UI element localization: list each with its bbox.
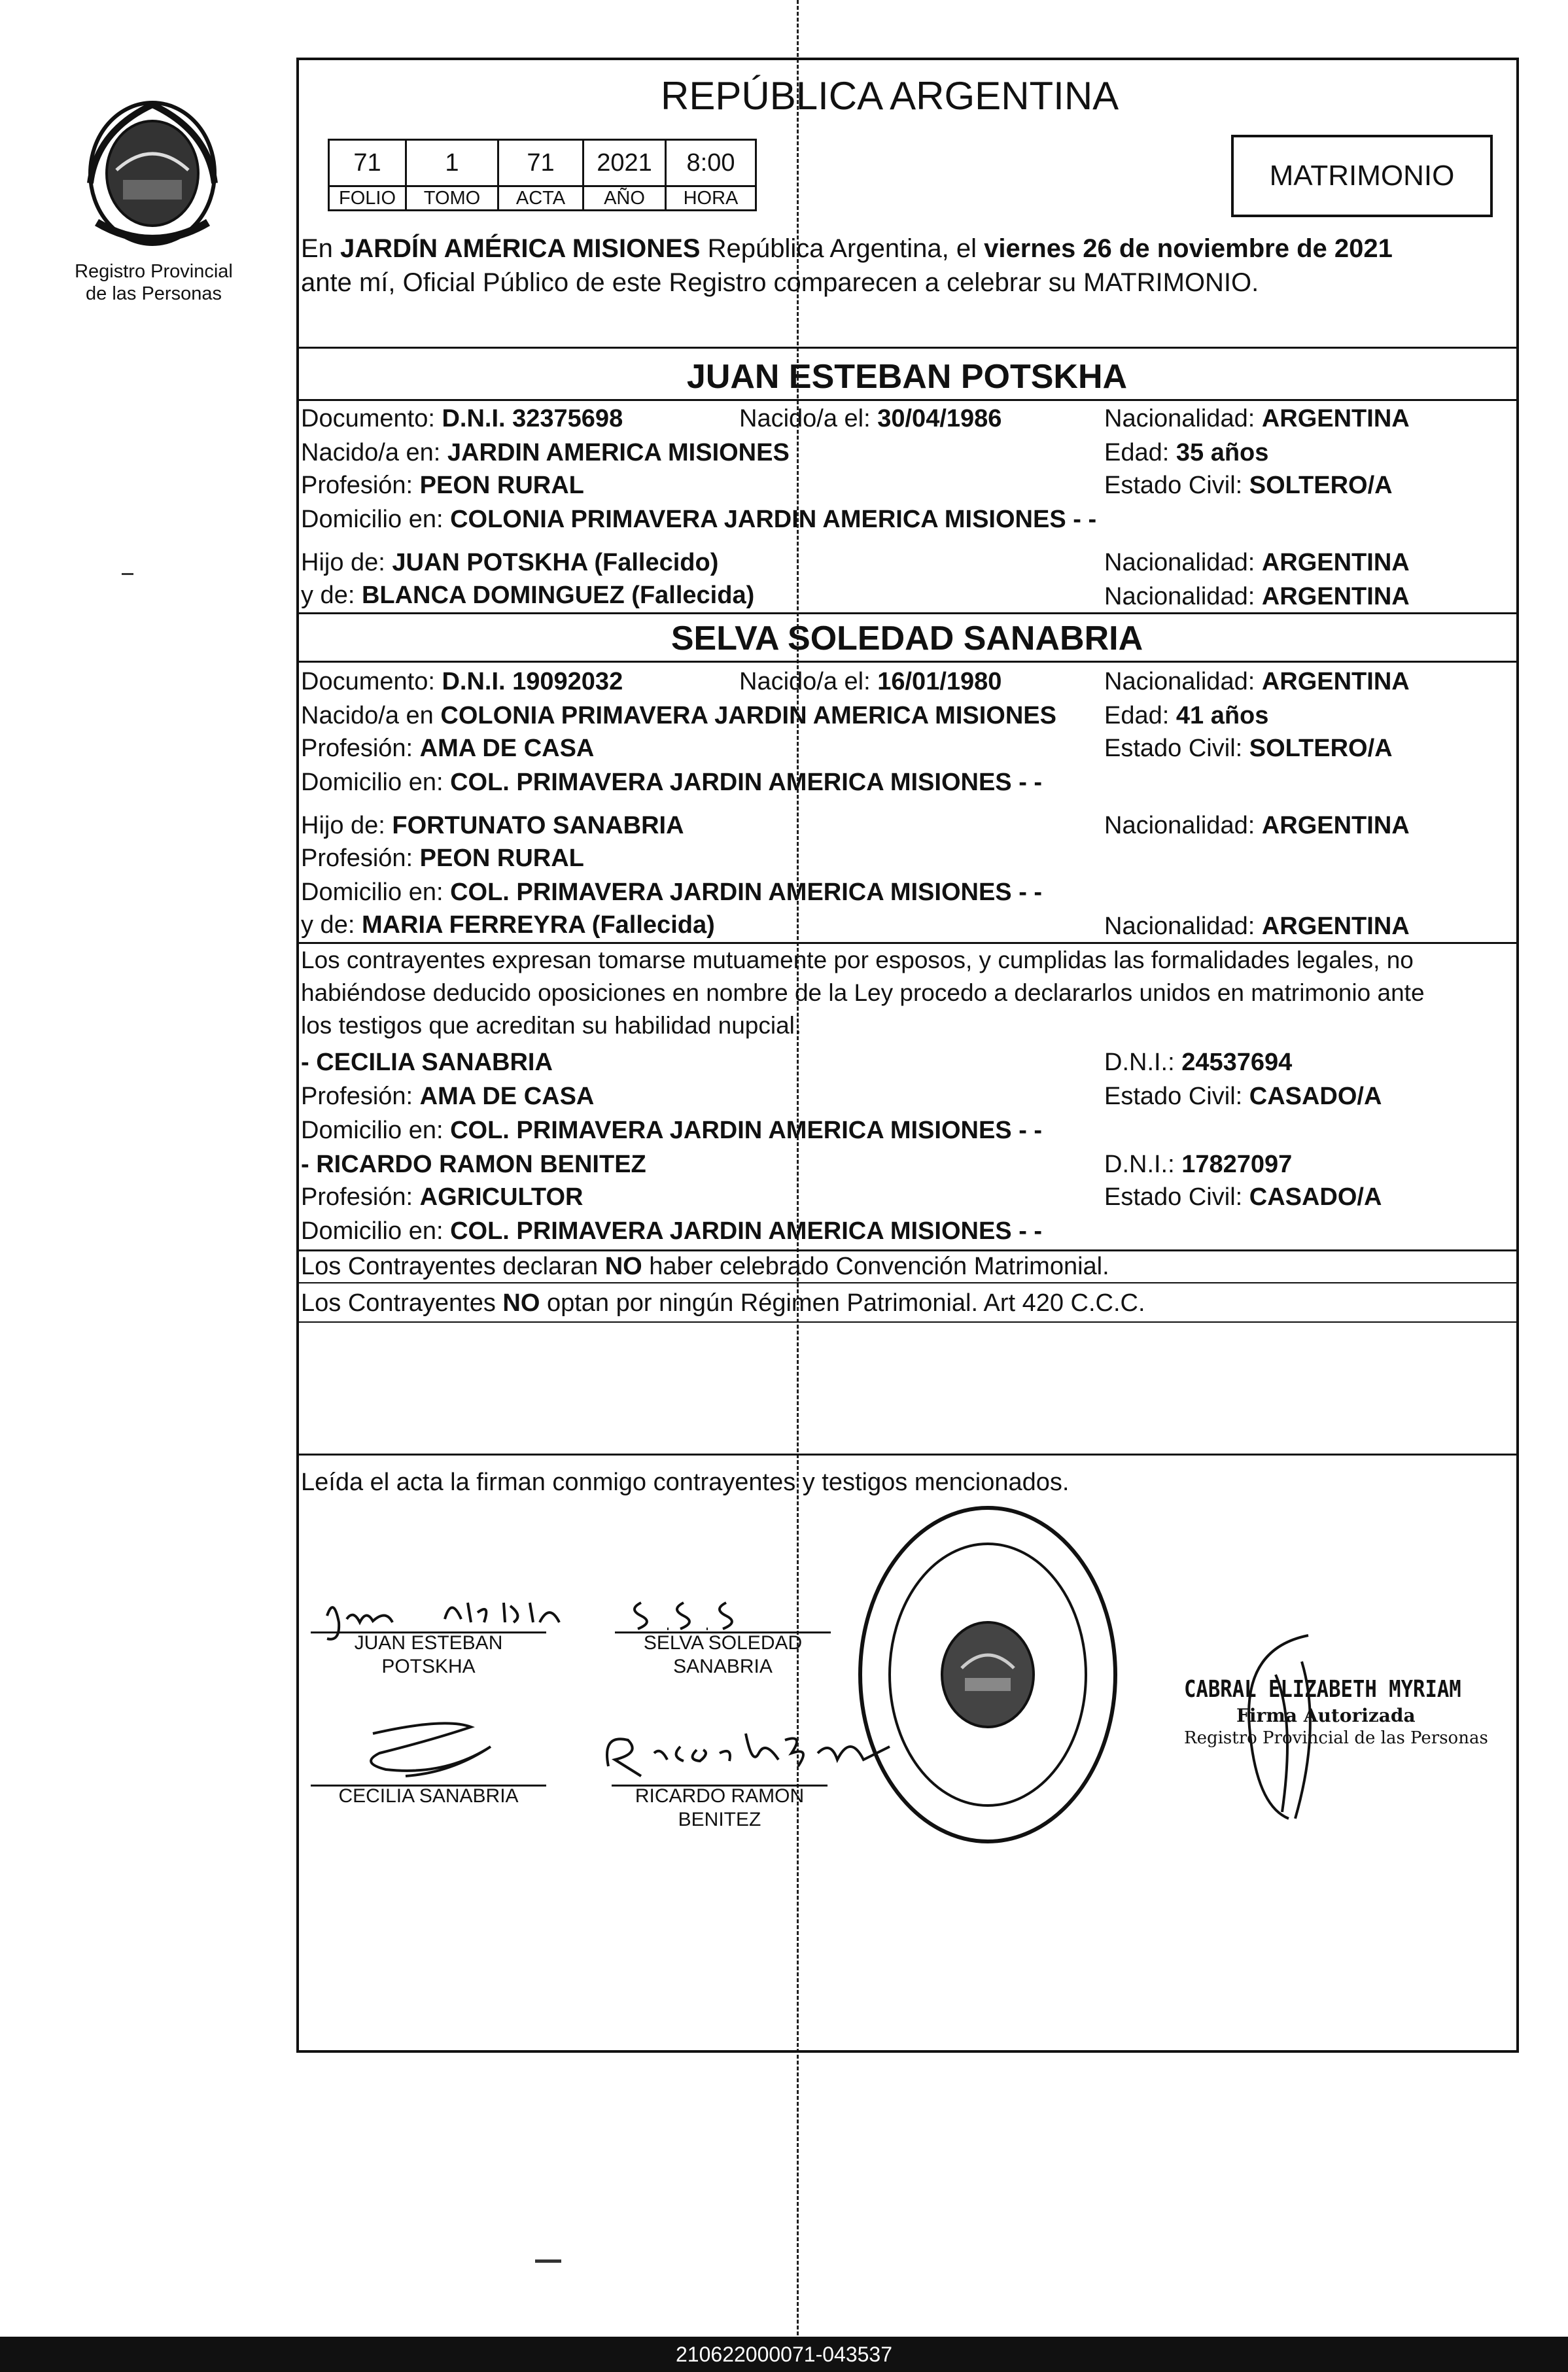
caption-line1: RICARDO RAMON [635,1785,805,1807]
divider [298,1282,1516,1283]
label: Nacionalidad: [1104,913,1262,940]
spouse1-profession [301,471,584,500]
label: D.N.I.: [1104,1151,1182,1178]
mark [535,2259,561,2263]
value: SOLTERO/A [1249,735,1393,762]
spouse2-civil-status [1104,734,1393,763]
label: Nacionalidad: [1104,583,1262,610]
label: Hijo de: [301,549,392,576]
value: COLONIA PRIMAVERA JARDIN AMERICA MISIONES - - [450,506,1097,533]
value: 17827097 [1181,1151,1293,1178]
divider [298,347,1516,349]
intro-line2: ante mí, Oficial Público de este Registro comparecen a celebrar su MATRIMONIO. [301,268,1259,297]
witness1-address [301,1116,1042,1145]
official-name: CABRAL ELIZABETH MYRIAM [1184,1676,1461,1703]
label: y de: [301,911,362,939]
label: Domicilio en: [301,1217,451,1245]
value: FORTUNATO SANABRIA [392,812,684,839]
signature-caption-cecilia [311,1785,546,1808]
label: Nacido/a el: [739,668,878,695]
value: 16/01/1980 [877,668,1002,695]
witness1-profession [301,1082,594,1111]
label: Profesión: [301,1183,420,1211]
caption-line2: BENITEZ [678,1809,761,1830]
folio-value: 71 [329,140,406,186]
tomo-value: 1 [406,140,498,186]
folio-label: FOLIO [329,186,406,211]
logo-caption-line2: de las Personas [86,283,222,304]
province-seal-logo [77,92,228,255]
ano-label: AÑO [584,186,666,211]
value: ARGENTINA [1261,405,1410,432]
value: 35 años [1176,439,1269,466]
value: COL. PRIMAVERA JARDIN AMERICA MISIONES - - [450,879,1043,906]
witness2-name: - RICARDO RAMON BENITEZ [301,1151,646,1178]
value: ARGENTINA [1261,583,1410,610]
declaration-line2: habiéndose deducido oposiciones en nombre de la Ley procedo a declararlos unidos en matrimonio ante [301,979,1425,1006]
spouse2-father-nationality [1104,811,1410,840]
text-c: haber celebrado Convención Matrimonial. [642,1253,1109,1280]
official-registry: Registro Provincial de las Personas [1184,1728,1488,1748]
spouse2-mother [301,911,715,939]
caption-line1: CECILIA SANABRIA [338,1785,519,1807]
spouse1-address [301,505,1096,534]
divider [298,1249,1516,1251]
label: Domicilio en: [301,769,451,796]
spouse2-mother-nationality [1104,912,1410,941]
spouse2-birthdate [739,667,1002,696]
intro-text-a: En [301,234,341,263]
label: Documento: [301,405,442,432]
value: ARGENTINA [1261,549,1410,576]
spouse2-age [1104,701,1268,730]
witness1-dni [1104,1048,1292,1077]
spouse2-name: SELVA SOLEDAD SANABRIA [671,619,1143,657]
declaration-line3: los testigos que acreditan su habilidad nupcial. [301,1012,802,1039]
value: D.N.I. 19092032 [442,668,623,695]
label: Estado Civil: [1104,1183,1249,1211]
caption-line1: SELVA SOLEDAD [643,1632,803,1654]
spouse2-father-address [301,878,1042,907]
spouse2-birthplace [301,701,1056,730]
intro-date: viernes 26 de noviembre de 2021 [984,234,1393,263]
label: Profesión: [301,735,420,762]
value: BLANCA DOMINGUEZ (Fallecida) [361,582,755,609]
label: Nacionalidad: [1104,405,1262,432]
closing-statement: Leída el acta la firman conmigo contrayentes y testigos mencionados. [301,1469,1070,1496]
spouse2-document [301,667,623,696]
spouse1-birthdate [739,404,1002,433]
label: Profesión: [301,1083,420,1110]
divider [298,942,1516,944]
caption-line1: JUAN ESTEBAN [354,1632,503,1654]
signature-cecilia-sanabria [347,1714,510,1786]
label: Edad: [1104,702,1176,729]
value: AMA DE CASA [419,735,595,762]
value: COL. PRIMAVERA JARDIN AMERICA MISIONES - - [450,1217,1043,1245]
witness2-profession [301,1183,583,1212]
spouse1-document [301,404,623,433]
signature-caption-ricardo [612,1785,828,1832]
declaration-line1: Los contrayentes expresan tomarse mutuamente por esposos, y cumplidas las formalidades legales, no [301,947,1414,973]
value: COL. PRIMAVERA JARDIN AMERICA MISIONES - - [450,769,1043,796]
value: COLONIA PRIMAVERA JARDIN AMERICA MISIONES [440,702,1056,729]
tomo-label: TOMO [406,186,498,211]
value: 24537694 [1181,1049,1293,1076]
document-code: 210622000071-043537 [676,2342,892,2366]
intro-place: JARDÍN AMÉRICA MISIONES [340,234,701,263]
spouse1-father [301,548,718,577]
signature-caption-selva [615,1631,831,1679]
divider [298,661,1516,663]
official-signature [1230,1622,1334,1832]
acta-value: 71 [498,140,584,186]
label: Domicilio en: [301,506,451,533]
spouse1-name: JUAN ESTEBAN POTSKHA [686,358,1128,396]
ano-value: 2021 [584,140,666,186]
divider [298,399,1516,401]
logo-caption [46,260,262,305]
spouse2-profession [301,734,594,763]
value: ARGENTINA [1261,913,1410,940]
text-b: NO [604,1253,642,1280]
spouse2-address [301,768,1042,797]
text-a: Los Contrayentes declaran [301,1253,605,1280]
value: CASADO/A [1249,1083,1382,1110]
value: PEON RURAL [419,472,584,499]
registry-table [328,139,757,211]
value: AMA DE CASA [419,1083,595,1110]
act-type-box: MATRIMONIO [1231,135,1493,217]
spouse1-mother [301,581,754,610]
signature-selva-sanabria [621,1583,792,1635]
label: Nacido/a el: [739,405,878,432]
label: Nacionalidad: [1104,812,1262,839]
witness1-name: - CECILIA SANABRIA [301,1049,553,1076]
official-authorization: Firma Autorizada [1236,1705,1416,1726]
text-a: Los Contrayentes [301,1289,503,1317]
divider [298,1321,1516,1323]
value: CASADO/A [1249,1183,1382,1211]
label: Nacido/a en: [301,439,447,466]
witness1-civil-status [1104,1082,1382,1111]
witness2-civil-status [1104,1183,1382,1212]
caption-line2: SANABRIA [673,1656,773,1677]
label: Estado Civil: [1104,472,1249,499]
hora-value: 8:00 [666,140,756,186]
spouse1-father-nationality [1104,548,1410,577]
value: 30/04/1986 [877,405,1002,432]
spouse1-civil-status [1104,471,1393,500]
intro-text-b: República Argentina, el [700,234,984,263]
hora-label: HORA [666,186,756,211]
spouse1-mother-nationality [1104,582,1410,611]
spouse1-birthplace [301,438,790,467]
logo-caption-line1: Registro Provincial [75,261,233,282]
seal-icon [77,92,228,255]
label: Estado Civil: [1104,735,1249,762]
spouse2-father-profession [301,844,584,873]
label: Documento: [301,668,442,695]
regime-line1 [301,1252,1109,1281]
regime-line2 [301,1289,1145,1317]
label: Nacido/a en [301,702,441,729]
label: Edad: [1104,439,1176,466]
divider [298,1454,1516,1456]
acta-label: ACTA [498,186,584,211]
witness2-dni [1104,1150,1292,1179]
value: ARGENTINA [1261,668,1410,695]
spouse2-nationality [1104,667,1410,696]
label: Hijo de: [301,812,392,839]
mark [122,573,133,575]
label: Domicilio en: [301,879,451,906]
text-b: NO [502,1289,540,1317]
label: Estado Civil: [1104,1083,1249,1110]
value: ARGENTINA [1261,812,1410,839]
value: SOLTERO/A [1249,472,1393,499]
intro-line1 [301,234,1393,263]
witness2-address [301,1217,1042,1246]
label: Domicilio en: [301,1117,451,1144]
document-code-bar [0,2337,1568,2372]
value: AGRICULTOR [419,1183,584,1211]
label: Profesión: [301,845,420,872]
value: JARDIN AMERICA MISIONES [447,439,790,466]
signature-caption-juan [311,1631,546,1679]
text-c: optan por ningún Régimen Patrimonial. Art 420 C.C.C. [540,1289,1145,1317]
value: 41 años [1176,702,1269,729]
value: D.N.I. 32375698 [442,405,623,432]
spouse1-nationality [1104,404,1410,433]
label: Profesión: [301,472,420,499]
divider [298,612,1516,614]
label: D.N.I.: [1104,1049,1182,1076]
label: Nacionalidad: [1104,668,1262,695]
caption-line2: POTSKHA [381,1656,476,1677]
registry-round-seal [850,1498,1125,1851]
spouse2-father [301,811,684,840]
value: MARIA FERREYRA (Fallecida) [361,911,715,939]
page-title: REPÚBLICA ARGENTINA [661,74,1119,118]
label: Nacionalidad: [1104,549,1262,576]
value: COL. PRIMAVERA JARDIN AMERICA MISIONES - - [450,1117,1043,1144]
value: JUAN POTSKHA (Fallecido) [392,549,719,576]
label: y de: [301,582,362,609]
spouse1-age [1104,438,1268,467]
value: PEON RURAL [419,845,584,872]
